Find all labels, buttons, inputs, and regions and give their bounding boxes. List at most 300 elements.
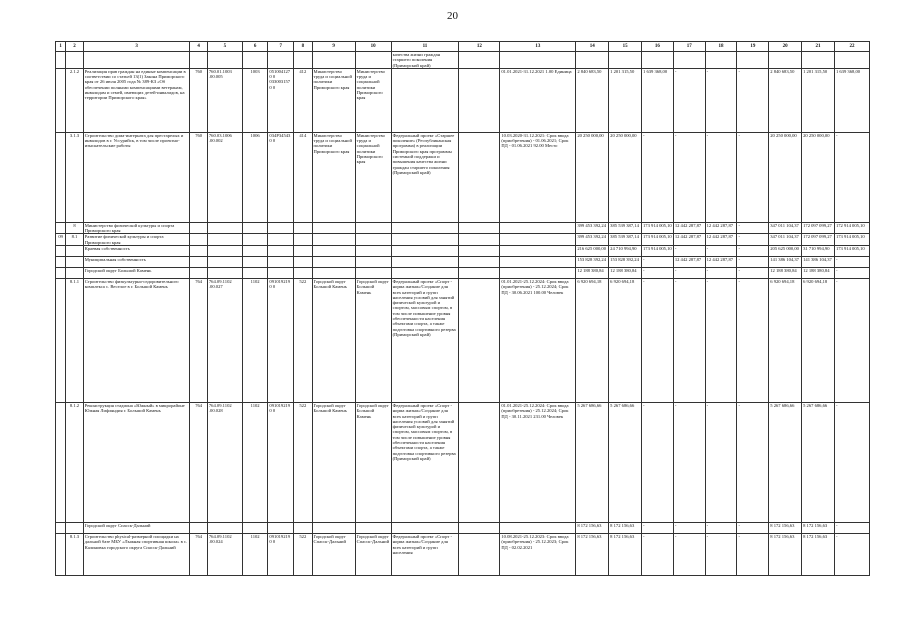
table-cell: Федеральный проект «Спорт - норма жизни»/Создание для всех категорий и групп населения bbox=[391, 533, 459, 575]
table-row bbox=[56, 222, 870, 234]
table-cell bbox=[500, 234, 576, 246]
table-cell: 347 011 104,37 bbox=[769, 234, 802, 246]
table-cell bbox=[66, 522, 83, 533]
table-cell bbox=[459, 245, 500, 256]
table-cell: 01.01.2021-31.12.2021 1.00 Единица bbox=[500, 68, 576, 132]
table-cell: 20 250 000,00 bbox=[609, 132, 642, 222]
table-cell: Городской округ Большой Камень bbox=[312, 402, 355, 522]
table-cell: 412 bbox=[294, 68, 312, 132]
table-cell: 6 920 694,18 bbox=[802, 278, 835, 402]
table-cell: 205 625 000,00 bbox=[769, 245, 802, 256]
table-cell: 760 bbox=[190, 68, 207, 132]
table-cell bbox=[242, 522, 268, 533]
table-cell bbox=[500, 256, 576, 267]
table-cell: Министерство труда и социальной политики Приморского края bbox=[312, 68, 355, 132]
column-header: 2 bbox=[66, 42, 83, 52]
table-cell bbox=[190, 52, 207, 69]
column-header: 19 bbox=[737, 42, 769, 52]
table-cell bbox=[312, 522, 355, 533]
table-cell: - bbox=[737, 522, 769, 533]
table-cell: 216 625 000,00 bbox=[576, 245, 609, 256]
table-cell: 12 442 287,87 bbox=[673, 222, 705, 234]
table-row bbox=[56, 132, 870, 222]
table-cell bbox=[268, 234, 294, 246]
column-header: 1 bbox=[56, 42, 66, 52]
table-cell bbox=[609, 52, 642, 69]
table-cell: 385 539 387,14 bbox=[609, 234, 642, 246]
table-cell bbox=[737, 52, 769, 69]
table-cell: 12 188 380,84 bbox=[609, 267, 642, 278]
table-cell: Реализация прав граждан на единые компенсации в соответствии со статьей 13(1) Закона Приморского края от 26 июля 2005 года № 389-КЗ «Об обеспечении полными компенсациями ветеранам, инвалидам и семей, имеющих детей-инвалидов, на территории Приморского края» bbox=[83, 68, 190, 132]
table-cell: 31 710 994,90 bbox=[802, 245, 835, 256]
table-cell bbox=[56, 278, 66, 402]
table-cell bbox=[56, 533, 66, 575]
table-cell: 414 bbox=[294, 132, 312, 222]
table-cell bbox=[500, 222, 576, 234]
table-cell: 172 914 005,10 bbox=[834, 222, 869, 234]
column-header: 3 bbox=[83, 42, 190, 52]
table-cell bbox=[242, 234, 268, 246]
table-cell bbox=[268, 245, 294, 256]
table-cell: - bbox=[834, 533, 869, 575]
table-cell: - bbox=[642, 533, 674, 575]
table-cell bbox=[355, 522, 391, 533]
table-row bbox=[56, 245, 870, 256]
table-row bbox=[56, 278, 870, 402]
table-cell bbox=[294, 245, 312, 256]
table-cell bbox=[459, 234, 500, 246]
table-cell: 347 011 104,37 bbox=[769, 222, 802, 234]
table-cell bbox=[673, 52, 705, 69]
table-cell: качества жизни граждан старшего поколения (Приморский край) bbox=[391, 52, 459, 69]
column-header: 8 bbox=[294, 42, 312, 52]
column-header: 21 bbox=[802, 42, 835, 52]
table-cell bbox=[769, 52, 802, 69]
table-cell bbox=[459, 522, 500, 533]
table-cell: - bbox=[705, 132, 737, 222]
table-cell bbox=[83, 52, 190, 69]
table-cell: 1 201 315,50 bbox=[609, 68, 642, 132]
table-cell: 12 188 380,84 bbox=[769, 267, 802, 278]
table-cell: 2 840 683,50 bbox=[769, 68, 802, 132]
table-cell bbox=[190, 267, 207, 278]
table-cell bbox=[242, 256, 268, 267]
table-cell: - bbox=[705, 245, 737, 256]
table-cell: - bbox=[737, 267, 769, 278]
table-cell bbox=[355, 234, 391, 246]
table-cell: 20 250 000,00 bbox=[769, 132, 802, 222]
table-cell bbox=[268, 267, 294, 278]
table-cell bbox=[207, 245, 242, 256]
table-cell: 09 bbox=[56, 234, 66, 246]
table-cell: 385 539 387,14 bbox=[609, 222, 642, 234]
table-cell: - bbox=[834, 267, 869, 278]
table-cell: - bbox=[673, 132, 705, 222]
table-cell: Федеральный проект «Спорт - норма жизни»/Создание для всех категорий и групп населения условий для занятий физической культурой и спортом, массовым спортом, в том числе повышение уровня обеспеченности населения объектами спорта, а также подготовка спортивного резерва (Приморский край) bbox=[391, 402, 459, 522]
table-cell: 141 386 104,37 bbox=[802, 256, 835, 267]
table-cell: 8 172 156,63 bbox=[609, 533, 642, 575]
table-cell: - bbox=[737, 245, 769, 256]
table-cell bbox=[242, 267, 268, 278]
table-cell: 1102 bbox=[242, 402, 268, 522]
table-cell bbox=[294, 234, 312, 246]
column-header: 15 bbox=[609, 42, 642, 52]
table-cell bbox=[56, 222, 66, 234]
table-cell bbox=[459, 267, 500, 278]
table-cell: 3.1.3 bbox=[66, 132, 83, 222]
table-cell bbox=[66, 256, 83, 267]
table-cell: - bbox=[673, 402, 705, 522]
table-row bbox=[56, 267, 870, 278]
table-cell: 5 267 686,66 bbox=[576, 402, 609, 522]
table-cell: 8 172 156,63 bbox=[576, 522, 609, 533]
table-cell bbox=[190, 222, 207, 234]
table-cell bbox=[312, 234, 355, 246]
table-cell: 760.01.1003 .00.005 bbox=[207, 68, 242, 132]
table-cell: 760.03.1006 .00.002 bbox=[207, 132, 242, 222]
table-cell: - bbox=[737, 222, 769, 234]
table-cell: Развитие физической культуры и спорта Приморского края bbox=[83, 234, 190, 246]
table-cell: 12 442 287,87 bbox=[673, 234, 705, 246]
table-cell: 12 442 287,87 bbox=[705, 234, 737, 246]
table-cell: Городской округ Спасск-Дальний bbox=[355, 533, 391, 575]
table-cell bbox=[294, 222, 312, 234]
table-cell: 173 914 005,10 bbox=[642, 222, 674, 234]
table-cell: - bbox=[705, 533, 737, 575]
table-cell: 1003 bbox=[242, 68, 268, 132]
table-cell: 173 914 005,10 bbox=[834, 234, 869, 246]
table-cell: 2 840 683,50 bbox=[576, 68, 609, 132]
table-cell: - bbox=[705, 402, 737, 522]
table-cell bbox=[459, 402, 500, 522]
table-cell: 6 920 694,18 bbox=[769, 278, 802, 402]
table-cell: Городской округ Спасск-Дальний bbox=[312, 533, 355, 575]
table-cell bbox=[190, 522, 207, 533]
table-cell bbox=[294, 267, 312, 278]
table-cell bbox=[500, 267, 576, 278]
table-cell bbox=[705, 52, 737, 69]
table-cell: - bbox=[673, 278, 705, 402]
table-cell: Городской округ Большой Камень bbox=[355, 402, 391, 522]
table-cell: - bbox=[834, 256, 869, 267]
table-cell: 2.1.2 bbox=[66, 68, 83, 132]
table-cell: - bbox=[705, 267, 737, 278]
table-cell: 0910192190 0 bbox=[268, 533, 294, 575]
table-cell bbox=[56, 402, 66, 522]
table-cell bbox=[56, 522, 66, 533]
column-header: 20 bbox=[769, 42, 802, 52]
table-cell: - bbox=[834, 278, 869, 402]
column-header: 10 bbox=[355, 42, 391, 52]
table-cell bbox=[56, 52, 66, 69]
table-cell: Краевая собственность bbox=[83, 245, 190, 256]
table-cell: 8 172 156,63 bbox=[769, 533, 802, 575]
table-cell: Министерство труда и социальной политики Приморского края bbox=[355, 68, 391, 132]
table-cell: - bbox=[737, 234, 769, 246]
table-cell: - bbox=[642, 278, 674, 402]
column-header: 17 bbox=[673, 42, 705, 52]
table-cell: Городской округ Большой Камень bbox=[312, 278, 355, 402]
table-cell bbox=[355, 52, 391, 69]
table-cell bbox=[391, 68, 459, 132]
column-header: 9 bbox=[312, 42, 355, 52]
table-cell: 760 bbox=[190, 132, 207, 222]
table-cell bbox=[459, 256, 500, 267]
table-cell bbox=[391, 256, 459, 267]
table-cell: 0910192190 0 bbox=[268, 278, 294, 402]
table-cell: - bbox=[737, 132, 769, 222]
table-cell: 764 bbox=[190, 278, 207, 402]
table-cell: - bbox=[834, 522, 869, 533]
table-cell: Министерство труда и социальной политики Приморского края bbox=[312, 132, 355, 222]
table-cell bbox=[66, 52, 83, 69]
table-cell bbox=[391, 522, 459, 533]
table-row bbox=[56, 234, 870, 246]
table-cell: 172 097 099,27 bbox=[802, 222, 835, 234]
table-cell: - bbox=[737, 533, 769, 575]
table-cell: - bbox=[673, 245, 705, 256]
table-cell: - bbox=[737, 402, 769, 522]
table-cell bbox=[294, 522, 312, 533]
table-cell bbox=[802, 52, 835, 69]
table-cell: - bbox=[705, 68, 737, 132]
table-cell bbox=[459, 278, 500, 402]
table-cell: Реконструкция стадиона «Южный» в микрорайоне Южная Лифляндия г. Большой Камень bbox=[83, 402, 190, 522]
table-cell: - bbox=[642, 132, 674, 222]
table-cell bbox=[190, 234, 207, 246]
page-number: 20 bbox=[447, 10, 458, 22]
table-cell: 1102 bbox=[242, 533, 268, 575]
table-cell bbox=[268, 222, 294, 234]
table-cell bbox=[459, 132, 500, 222]
table-cell bbox=[459, 533, 500, 575]
table-cell bbox=[355, 222, 391, 234]
table-cell: - bbox=[642, 267, 674, 278]
table-cell bbox=[642, 52, 674, 69]
table-cell: - bbox=[642, 402, 674, 522]
table-cell: 12 188 380,84 bbox=[802, 267, 835, 278]
table-cell: 173 914 005,10 bbox=[642, 245, 674, 256]
table-row bbox=[56, 533, 870, 575]
table-cell: 12 442 287,87 bbox=[673, 256, 705, 267]
table-cell bbox=[207, 267, 242, 278]
table-cell: 8.1.3 bbox=[66, 533, 83, 575]
table-cell bbox=[459, 52, 500, 69]
column-header: 5 bbox=[207, 42, 242, 52]
table-cell: 1 639 368,00 bbox=[834, 68, 869, 132]
table-cell: - bbox=[834, 132, 869, 222]
table-cell: 01.01.2021-25.12.2024: Срок ввода (приобретения) - 25.12.2024; Срок ПД - 30.06.2021 100.00 Человек bbox=[500, 278, 576, 402]
table-cell: 1 639 368,00 bbox=[642, 68, 674, 132]
table-cell: - bbox=[642, 256, 674, 267]
table-cell: 173 914 005,10 bbox=[834, 245, 869, 256]
table-cell: 153 828 392,24 bbox=[609, 256, 642, 267]
table-cell bbox=[294, 256, 312, 267]
table-cell: 8 172 156,63 bbox=[609, 522, 642, 533]
table-cell bbox=[391, 222, 459, 234]
table-cell: 153 828 392,24 bbox=[576, 256, 609, 267]
table-cell: 522 bbox=[294, 402, 312, 522]
column-header: 18 bbox=[705, 42, 737, 52]
table-cell: 034Р345430 0 bbox=[268, 132, 294, 222]
table-cell: Федеральный проект «Старшее поколение» (Республиканская программа) в реализации Приморского края программы системной поддержки и повышения качества жизни граждан старшего поколения (Приморский край) bbox=[391, 132, 459, 222]
table-cell: - bbox=[705, 522, 737, 533]
table-cell: - bbox=[737, 68, 769, 132]
table-cell: Строительство физкультурно-оздоровительного комплекса с. Веселое в г. Большой Камень bbox=[83, 278, 190, 402]
table-row bbox=[56, 52, 870, 69]
table-cell bbox=[242, 52, 268, 69]
table-cell: 173 914 005,10 bbox=[642, 234, 674, 246]
table-cell bbox=[834, 52, 869, 69]
table-cell bbox=[56, 132, 66, 222]
table-cell bbox=[207, 522, 242, 533]
table-cell: - bbox=[673, 522, 705, 533]
table-cell bbox=[207, 222, 242, 234]
table-cell: 6 920 694,18 bbox=[609, 278, 642, 402]
table-cell bbox=[190, 256, 207, 267]
table-cell: 522 bbox=[294, 533, 312, 575]
table-cell: 20 250 000,00 bbox=[802, 132, 835, 222]
table-cell: 10.03.2020-31.12.2021: Срок ввода (приобретения) - 01.06.2021; Срок ПД - 01.06.2021 92.00 Место bbox=[500, 132, 576, 222]
table-cell bbox=[207, 52, 242, 69]
table-cell: Строительство physical-размерной площадки на дальной базе МБУ «Лыжная спортивная школа» в с. Калиновка городского округа Спасск-Дальний bbox=[83, 533, 190, 575]
table-cell bbox=[312, 245, 355, 256]
table-cell: 399 453 392,24 bbox=[576, 234, 609, 246]
table-cell: 764 bbox=[190, 533, 207, 575]
table-cell bbox=[500, 522, 576, 533]
table-row bbox=[56, 402, 870, 522]
table-cell bbox=[66, 267, 83, 278]
table-cell bbox=[312, 222, 355, 234]
table-cell: 522 bbox=[294, 278, 312, 402]
table-cell bbox=[207, 256, 242, 267]
budget-table bbox=[55, 41, 870, 576]
column-header: 4 bbox=[190, 42, 207, 52]
table-cell: 6 920 694,18 bbox=[576, 278, 609, 402]
table-cell: 1 201 315,50 bbox=[802, 68, 835, 132]
table-cell bbox=[312, 52, 355, 69]
table-cell bbox=[355, 267, 391, 278]
table-cell bbox=[56, 267, 66, 278]
table-cell bbox=[576, 52, 609, 69]
column-header: 6 bbox=[242, 42, 268, 52]
table-cell bbox=[355, 256, 391, 267]
table-cell: 8 172 156,63 bbox=[802, 533, 835, 575]
table-cell: 12 442 287,87 bbox=[705, 222, 737, 234]
table-cell bbox=[66, 245, 83, 256]
table-cell: 8.1.1 bbox=[66, 278, 83, 402]
table-cell: 8 172 156,63 bbox=[576, 533, 609, 575]
table-row bbox=[56, 68, 870, 132]
table-cell bbox=[56, 245, 66, 256]
table-cell: Городской округ Спасск-Дальний bbox=[83, 522, 190, 533]
table-cell bbox=[242, 222, 268, 234]
table-cell: 141 386 104,37 bbox=[769, 256, 802, 267]
table-cell bbox=[56, 68, 66, 132]
table-cell: Городской округ Большой Камень bbox=[83, 267, 190, 278]
table-cell: 8.1 bbox=[66, 234, 83, 246]
table-cell bbox=[391, 267, 459, 278]
table-cell bbox=[207, 234, 242, 246]
table-cell bbox=[312, 256, 355, 267]
table-cell bbox=[268, 52, 294, 69]
table-cell: - bbox=[673, 267, 705, 278]
column-header: 12 bbox=[459, 42, 500, 52]
table-cell: 8 bbox=[66, 222, 83, 234]
table-cell bbox=[391, 245, 459, 256]
table-cell: 8 172 156,63 bbox=[802, 522, 835, 533]
table-cell: - bbox=[737, 278, 769, 402]
table-cell: Министерство физической культуры и спорта Приморского края bbox=[83, 222, 190, 234]
table-cell: - bbox=[737, 256, 769, 267]
table-cell bbox=[268, 256, 294, 267]
table-cell: 12 188 380,84 bbox=[576, 267, 609, 278]
table-cell: 12 442 287,87 bbox=[705, 256, 737, 267]
table-cell bbox=[459, 222, 500, 234]
table-cell bbox=[355, 245, 391, 256]
table-cell bbox=[500, 52, 576, 69]
table-cell: 0910192190 0 bbox=[268, 402, 294, 522]
table-cell: 764.09.1102 .00.024 bbox=[207, 533, 242, 575]
table-cell bbox=[56, 256, 66, 267]
table-cell bbox=[391, 234, 459, 246]
table-cell: Федеральный проект «Спорт - норма жизни»/Создание для всех категорий и групп населения условий для занятий физической культурой и спортом, массовым спортом, в том числе повышение уровня обеспеченности населения объектами спорта, а также подготовка спортивного резерва (Приморский край) bbox=[391, 278, 459, 402]
table-cell bbox=[500, 245, 576, 256]
table-cell: 764.09.1102 .00.027 bbox=[207, 278, 242, 402]
table-cell: - bbox=[673, 68, 705, 132]
table-cell: 764 bbox=[190, 402, 207, 522]
column-header: 22 bbox=[834, 42, 869, 52]
table-cell: Муниципальная собственность bbox=[83, 256, 190, 267]
table-cell: 5 267 686,66 bbox=[769, 402, 802, 522]
table-cell bbox=[242, 245, 268, 256]
table-cell: 20 250 000,00 bbox=[576, 132, 609, 222]
table-cell: 10.08.2021-25.12.2023: Срок ввода (приобретения) - 25.12.2023; Срок ПД - 02.02.2021 bbox=[500, 533, 576, 575]
table-row bbox=[56, 522, 870, 533]
header-row bbox=[56, 42, 870, 52]
table-cell: 1006 bbox=[242, 132, 268, 222]
table-cell: 399 453 392,24 bbox=[576, 222, 609, 234]
table-cell: Строительство дома-интерната для престарелых и инвалидов в г. Уссурийск, в том числе проектно-изыскательские работы bbox=[83, 132, 190, 222]
table-cell bbox=[268, 522, 294, 533]
table-cell: 8 172 156,63 bbox=[769, 522, 802, 533]
column-header: 14 bbox=[576, 42, 609, 52]
table-cell: - bbox=[642, 522, 674, 533]
table-cell: 1102 bbox=[242, 278, 268, 402]
column-header: 7 bbox=[268, 42, 294, 52]
table-row bbox=[56, 256, 870, 267]
table-cell: 5 267 686,66 bbox=[609, 402, 642, 522]
table-cell: 8.1.2 bbox=[66, 402, 83, 522]
table-cell: Городской округ Большой Камень bbox=[355, 278, 391, 402]
table-cell: - bbox=[673, 533, 705, 575]
table-cell: - bbox=[834, 402, 869, 522]
column-header: 13 bbox=[500, 42, 576, 52]
table-cell bbox=[294, 52, 312, 69]
table-cell: 0510041270 0 0330031570 0 bbox=[268, 68, 294, 132]
table-cell bbox=[459, 68, 500, 132]
table-cell: 764.09.1102 .00.028 bbox=[207, 402, 242, 522]
table-cell: Министерство труда и социальной политики Приморского края bbox=[355, 132, 391, 222]
table-cell bbox=[190, 245, 207, 256]
table-cell: 172 097 099,27 bbox=[802, 234, 835, 246]
table-cell bbox=[312, 267, 355, 278]
column-header: 11 bbox=[391, 42, 459, 52]
column-header: 16 bbox=[642, 42, 674, 52]
table-cell: 01.01.2021-25.12.2024: Срок ввода (приобретения) - 25.12.2024; Срок ПД - 30.11.2021 231.00 Человек bbox=[500, 402, 576, 522]
table-cell: - bbox=[705, 278, 737, 402]
table-cell: 24 710 994,90 bbox=[609, 245, 642, 256]
